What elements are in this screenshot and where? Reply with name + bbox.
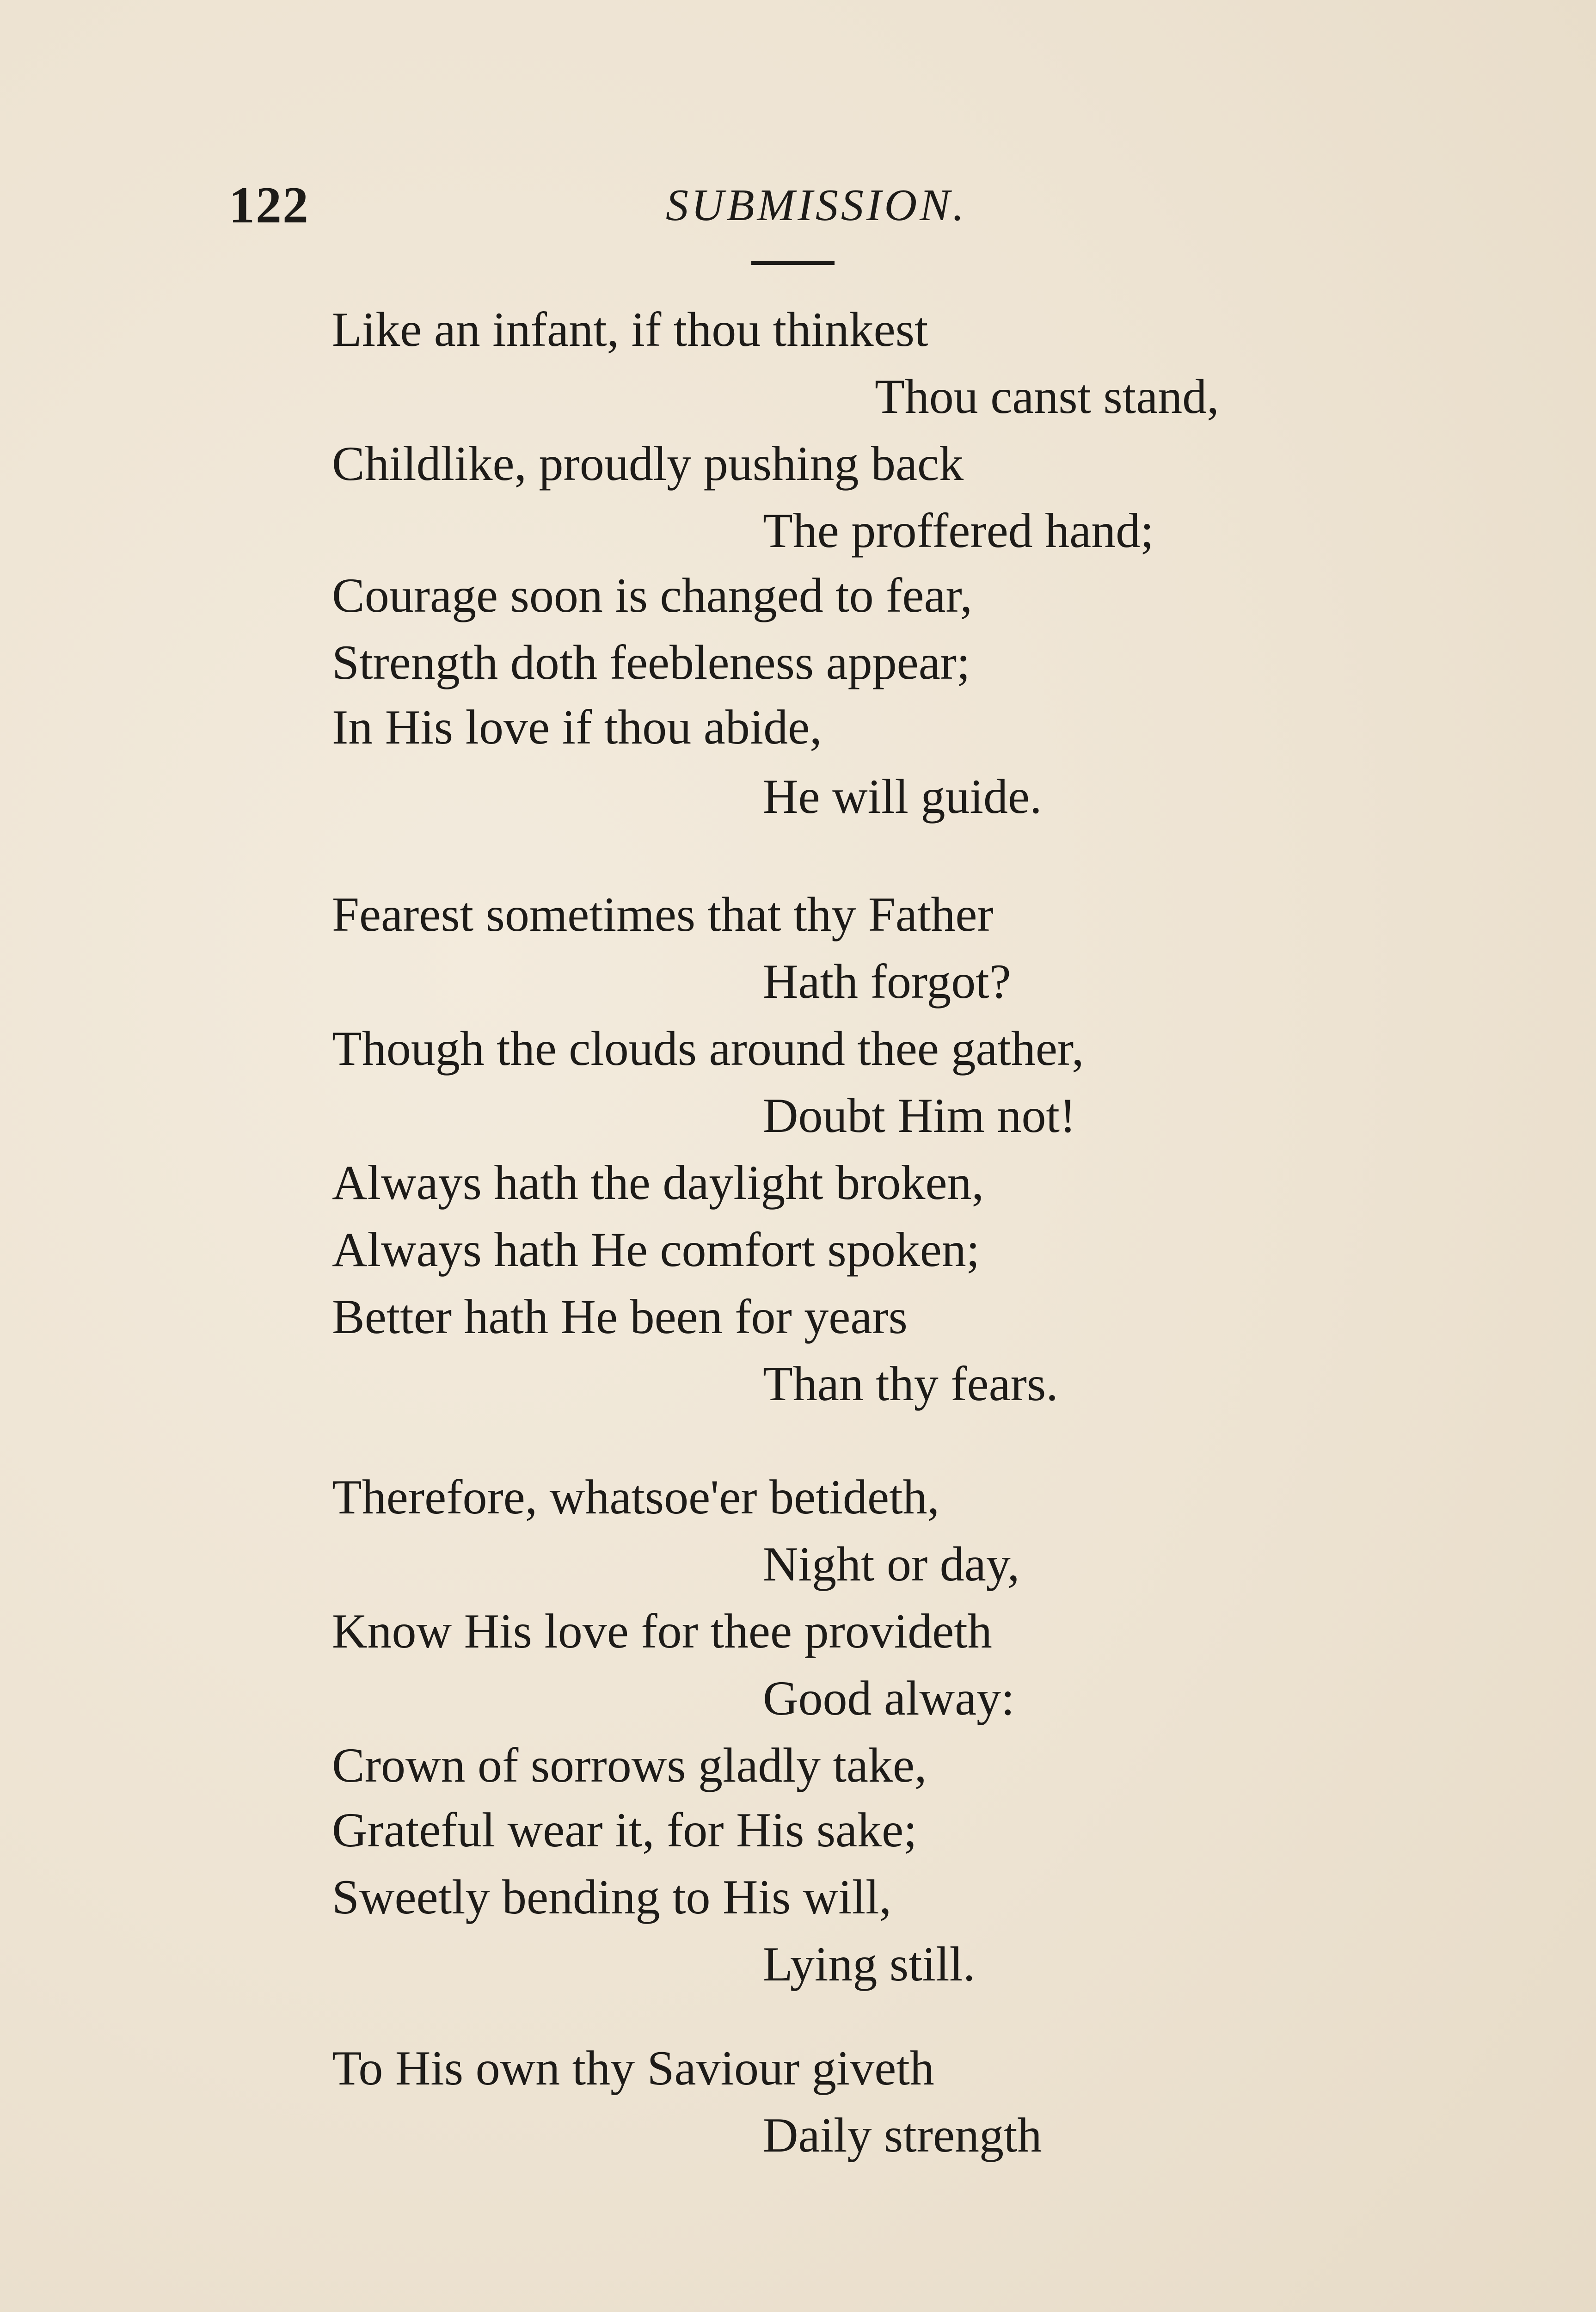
poem-line: Grateful wear it, for His sake; — [332, 1803, 917, 1857]
page-number: 122 — [229, 177, 309, 234]
poem-line: Like an infant, if thou thinkest — [332, 302, 928, 357]
poem-line: Better hath He been for years — [332, 1290, 908, 1344]
poem-line: Courage soon is changed to fear, — [332, 568, 973, 622]
poem-line: Than thy fears. — [763, 1357, 1058, 1411]
poem-line: Sweetly bending to His will, — [332, 1870, 892, 1924]
poem-line: In His love if thou abide, — [332, 700, 822, 754]
poem-line: Daily strength — [763, 2108, 1042, 2162]
poem-line: Always hath He comfort spoken; — [332, 1223, 980, 1277]
poem-line: Know His love for thee provideth — [332, 1604, 992, 1658]
poem-line: The proffered hand; — [763, 504, 1154, 558]
poem-line: Crown of sorrows gladly take, — [332, 1738, 927, 1792]
poem-line: Therefore, whatsoe'er betideth, — [332, 1470, 940, 1524]
poem-line: Strength doth feebleness appear; — [332, 635, 970, 689]
poem-line: Night or day, — [763, 1537, 1020, 1591]
poem-line: Thou canst stand, — [875, 369, 1219, 424]
poem-line: Hath forgot? — [763, 954, 1011, 1008]
poem-line: He will guide. — [763, 769, 1042, 824]
poem-line: Though the clouds around thee gather, — [332, 1021, 1084, 1076]
poem-line: Fearest sometimes that thy Father — [332, 887, 994, 941]
poem-line: Lying still. — [763, 1937, 976, 1991]
poem-line: To His own thy Saviour giveth — [332, 2041, 934, 2095]
poem-line: Doubt Him not! — [763, 1088, 1076, 1143]
running-title: SUBMISSION. — [666, 180, 967, 230]
poem-line: Good alway: — [763, 1671, 1015, 1725]
poem-line: Childlike, proudly pushing back — [332, 437, 964, 491]
poem-line: Always hath the daylight broken, — [332, 1156, 984, 1210]
